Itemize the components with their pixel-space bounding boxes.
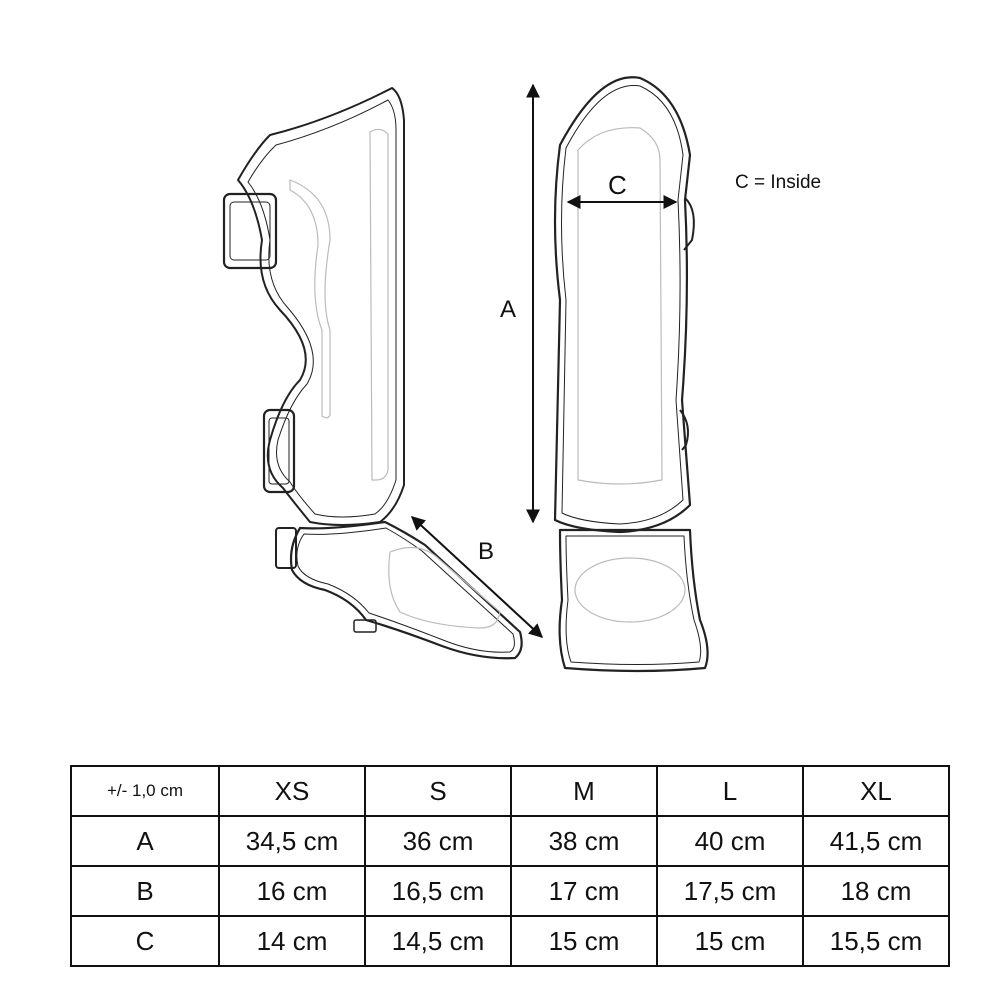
table-cell: 14 cm xyxy=(219,916,365,966)
table-cell: 38 cm xyxy=(511,816,657,866)
dimension-c-label: C xyxy=(608,170,627,200)
size-header-l: L xyxy=(657,766,803,816)
size-header-xl: XL xyxy=(803,766,949,816)
table-cell: 17,5 cm xyxy=(657,866,803,916)
tolerance-cell: +/- 1,0 cm xyxy=(71,766,219,816)
front-view-guard xyxy=(555,77,708,671)
table-cell: 14,5 cm xyxy=(365,916,511,966)
size-header-s: S xyxy=(365,766,511,816)
dimension-a-label: A xyxy=(500,296,517,323)
size-header-m: M xyxy=(511,766,657,816)
row-label: A xyxy=(71,816,219,866)
table-cell: 36 cm xyxy=(365,816,511,866)
table-cell: 16 cm xyxy=(219,866,365,916)
dimension-b-arrow xyxy=(412,517,542,637)
dimension-b-label: B xyxy=(478,538,495,565)
table-cell: 41,5 cm xyxy=(803,816,949,866)
table-cell: 15 cm xyxy=(511,916,657,966)
dimension-c-note: C = Inside xyxy=(735,172,822,193)
table-cell: 16,5 cm xyxy=(365,866,511,916)
table-cell: 15 cm xyxy=(657,916,803,966)
table-cell: 34,5 cm xyxy=(219,816,365,866)
table-cell: 17 cm xyxy=(511,866,657,916)
table-header-row xyxy=(71,766,949,816)
table-row xyxy=(71,916,949,966)
table-cell: 18 cm xyxy=(803,866,949,916)
row-label: B xyxy=(71,866,219,916)
table-cell: 40 cm xyxy=(657,816,803,866)
row-label: C xyxy=(71,916,219,966)
table-row xyxy=(71,816,949,866)
side-view-guard xyxy=(224,88,522,658)
table-row xyxy=(71,866,949,916)
size-table xyxy=(70,765,950,967)
size-header-xs: XS xyxy=(219,766,365,816)
table-cell: 15,5 cm xyxy=(803,916,949,966)
